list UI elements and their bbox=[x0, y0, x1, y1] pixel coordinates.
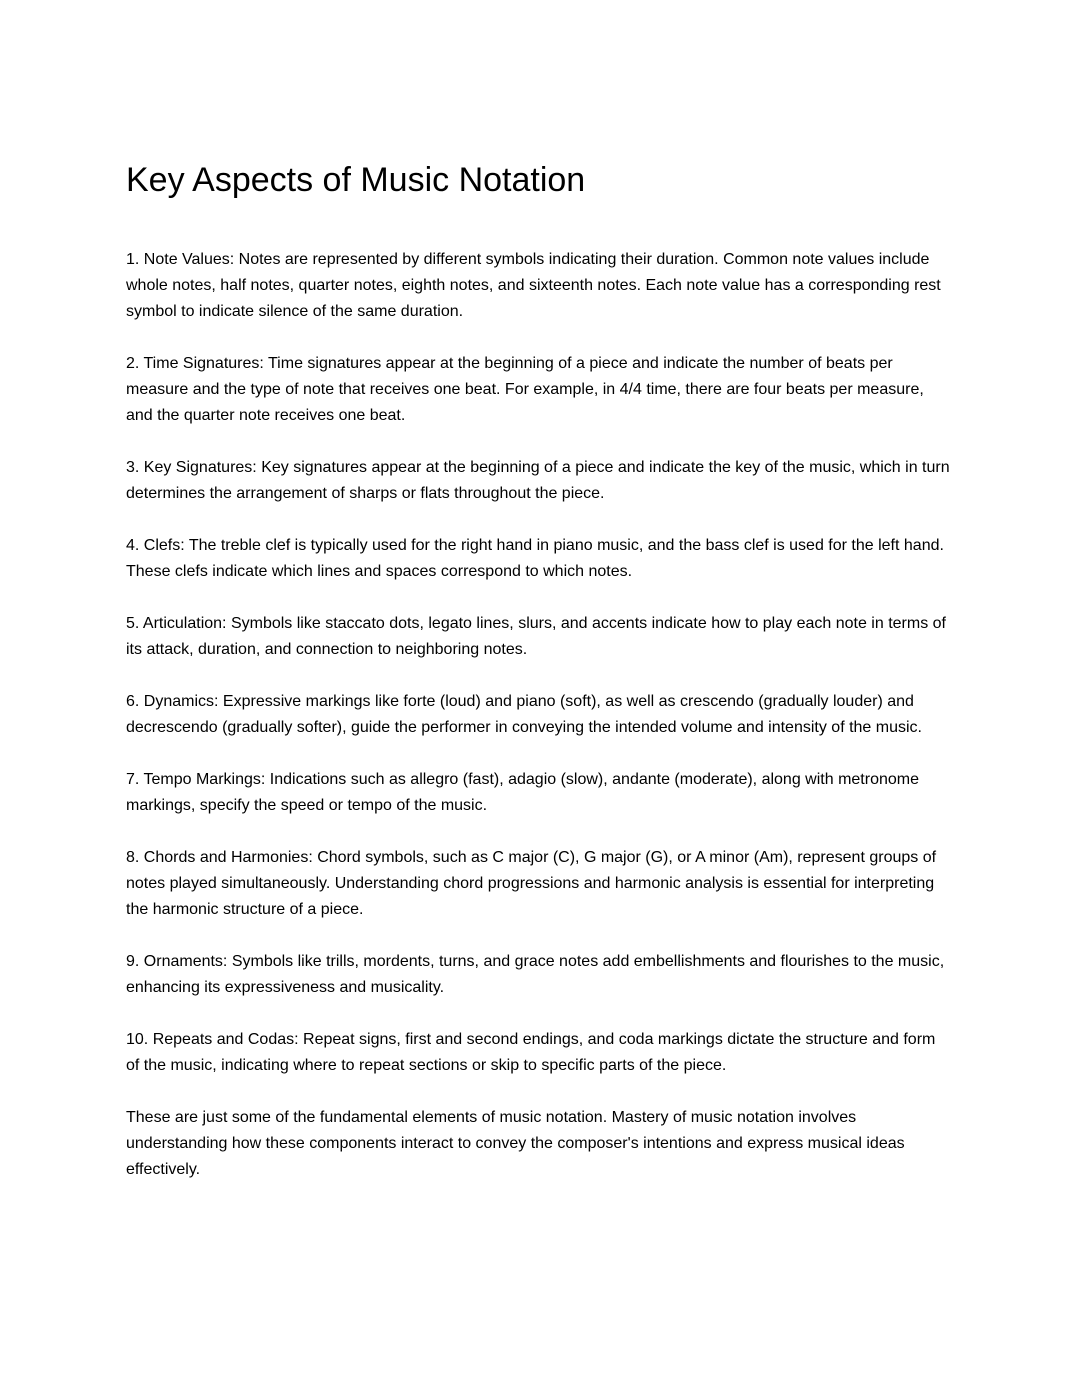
paragraph-note-values: 1. Note Values: Notes are represented by different symbols indicating their duration. Common note values include whole notes, half notes, quarter notes, eighth notes, and sixteenth notes. Each note value has a corresponding rest symbol to indicate silence of the same duration. bbox=[126, 250, 941, 320]
paragraph-tempo-markings: 7. Tempo Markings: Indications such as allegro (fast), adagio (slow), andante (moderate), along with metronome markings, specify the speed or tempo of the music. bbox=[126, 770, 919, 814]
paragraph-closing: These are just some of the fundamental elements of music notation. Mastery of music notation involves understanding how these components interact to convey the composer's intentions and express musical ideas effectively. bbox=[126, 1108, 905, 1178]
page-title: Key Aspects of Music Notation bbox=[126, 161, 586, 199]
paragraph-repeats-codas: 10. Repeats and Codas: Repeat signs, first and second endings, and coda markings dictate the structure and form of the music, indicating where to repeat sections or skip to specific parts of the piece. bbox=[126, 1030, 936, 1074]
paragraph-key-signatures: 3. Key Signatures: Key signatures appear at the beginning of a piece and indicate the key of the music, which in turn determines the arrangement of sharps or flats throughout the piece. bbox=[126, 458, 950, 502]
paragraph-dynamics: 6. Dynamics: Expressive markings like forte (loud) and piano (soft), as well as crescendo (gradually louder) and decrescendo (gradually softer), guide the performer in conveying the intended volume and intensity of the music. bbox=[126, 692, 922, 736]
paragraph-clefs: 4. Clefs: The treble clef is typically used for the right hand in piano music, and the bass clef is used for the left hand. These clefs indicate which lines and spaces correspond to which notes. bbox=[126, 536, 944, 580]
paragraph-chords-harmonies: 8. Chords and Harmonies: Chord symbols, such as C major (C), G major (G), or A minor (Am), represent groups of notes played simultaneously. Understanding chord progressions and harmonic analysis is essential for interpreting the harmonic structure of a piece. bbox=[126, 848, 937, 918]
paragraph-articulation: 5. Articulation: Symbols like staccato dots, legato lines, slurs, and accents indicate how to play each note in terms of its attack, duration, and connection to neighboring notes. bbox=[126, 614, 946, 658]
paragraph-time-signatures: 2. Time Signatures: Time signatures appear at the beginning of a piece and indicate the number of beats per measure and the type of note that receives one beat. For example, in 4/4 time, there are four beats per measure, and the quarter note receives one beat. bbox=[126, 354, 924, 424]
paragraph-ornaments: 9. Ornaments: Symbols like trills, mordents, turns, and grace notes add embellishments and flourishes to the music, enhancing its expressiveness and musicality. bbox=[126, 952, 945, 996]
